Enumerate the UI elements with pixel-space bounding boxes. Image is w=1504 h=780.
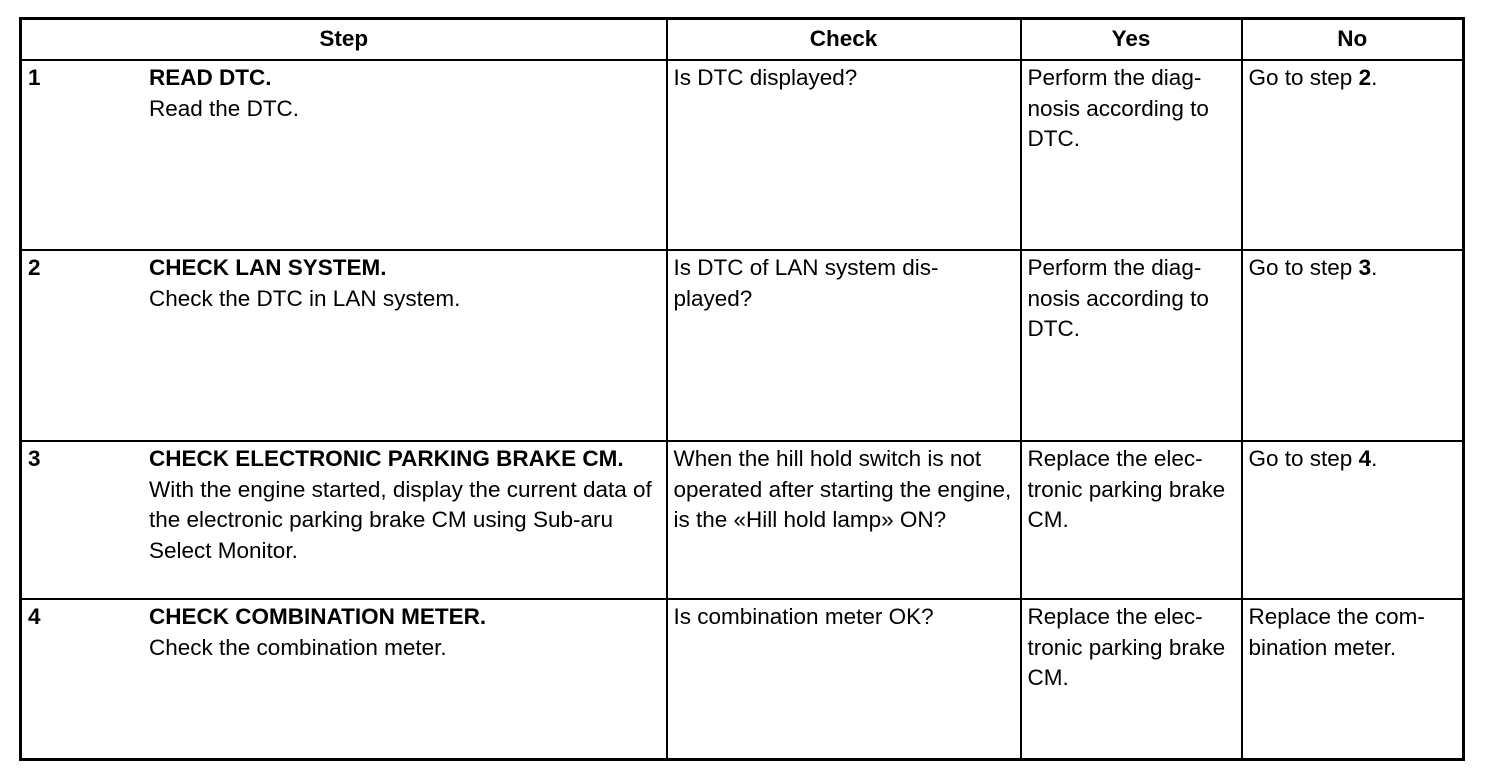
no-cell	[1242, 60, 1464, 250]
step-title: CHECK ELECTRONIC PARKING BRAKE CM.	[149, 446, 624, 471]
no-suffix: .	[1371, 446, 1378, 471]
no-text: Go to step	[1248, 446, 1359, 471]
yes-cell: Perform the diag-nosis according to DTC.	[1021, 250, 1242, 441]
step-number: 2	[28, 255, 41, 280]
step-cell	[21, 599, 667, 760]
no-suffix: .	[1371, 255, 1378, 280]
step-detail: Check the combination meter.	[149, 634, 447, 660]
no-cell	[1242, 599, 1464, 760]
step-detail: With the engine started, display the current data of the electronic parking brake CM using Sub-aru Select Monitor.	[149, 476, 652, 563]
step-detail: Check the DTC in LAN system.	[149, 285, 461, 311]
step-detail: Read the DTC.	[149, 95, 300, 121]
yes-cell: Replace the elec-tronic parking brake CM.	[1021, 441, 1242, 599]
table-row	[21, 599, 1464, 760]
header-check: Check	[667, 19, 1021, 61]
step-title: CHECK COMBINATION METER.	[149, 604, 487, 629]
diagnostic-table	[19, 17, 1465, 761]
step-title: CHECK LAN SYSTEM.	[149, 255, 387, 280]
header-yes: Yes	[1021, 19, 1242, 61]
yes-cell: Replace the elec-tronic parking brake CM.	[1021, 599, 1242, 760]
check-cell: Is DTC displayed?	[667, 60, 1021, 250]
step-cell	[21, 250, 667, 441]
step-reference: 2	[1358, 65, 1372, 90]
check-cell: Is combination meter OK?	[667, 599, 1021, 760]
step-reference: 4	[1358, 446, 1372, 471]
no-text: Go to step	[1248, 255, 1359, 280]
no-text: Go to step	[1248, 65, 1359, 90]
step-reference: 3	[1358, 255, 1372, 280]
no-cell	[1242, 441, 1464, 599]
no-suffix: .	[1371, 65, 1378, 90]
header-no: No	[1242, 19, 1464, 61]
check-cell: Is DTC of LAN system dis-played?	[667, 250, 1021, 441]
step-title: READ DTC.	[149, 65, 272, 90]
table-row	[21, 441, 1464, 599]
table-row	[21, 250, 1464, 441]
header-step: Step	[21, 19, 667, 61]
table-row	[21, 60, 1464, 250]
step-number: 1	[28, 65, 41, 90]
step-cell	[21, 60, 667, 250]
check-cell: When the hill hold switch is not operated after starting the engine, is the «Hill hold lamp» ON?	[667, 441, 1021, 599]
step-number: 4	[28, 604, 41, 629]
header-row	[21, 19, 1464, 61]
step-number: 3	[28, 446, 41, 471]
step-cell	[21, 441, 667, 599]
no-cell	[1242, 250, 1464, 441]
no-text: Replace the com-bination meter.	[1248, 604, 1425, 660]
yes-cell: Perform the diag-nosis according to DTC.	[1021, 60, 1242, 250]
